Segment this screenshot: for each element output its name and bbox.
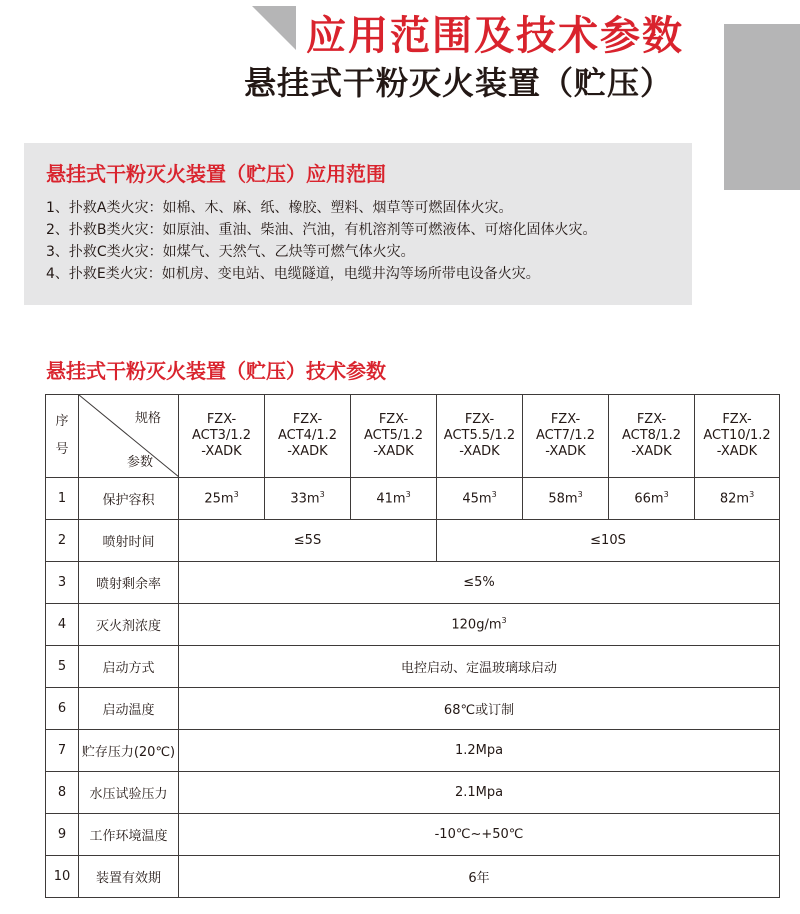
volume-cell: $25m^3$ [179, 478, 265, 520]
model-name: FZX-ACT7/1.2 [535, 412, 595, 443]
table-row [46, 730, 780, 772]
model-header-cell [437, 395, 523, 478]
spray-time-short: ≤5S [179, 520, 437, 562]
scope-item: 1、扑救A类火灾：如棉、木、麻、纸、橡胶、塑料、烟草等可燃固体火灾。 [46, 200, 513, 216]
scope-item: 2、扑救B类火灾：如原油、重油、柴油、汽油，有机溶剂等可燃液体、可熔化固体火灾。 [46, 222, 597, 238]
row-label: 水压试验压力 [79, 772, 179, 814]
volume-cell: $58m^3$ [523, 478, 609, 520]
spec-table [45, 394, 780, 898]
row-label: 启动方式 [79, 646, 179, 688]
params-heading: 悬挂式干粉灭火装置（贮压）技术参数 [46, 359, 386, 383]
row-seq: 5 [46, 646, 79, 688]
model-name: FZX-ACT10/1.2 [703, 412, 771, 443]
scope-list [46, 197, 597, 285]
row-label: 保护容积 [79, 478, 179, 520]
application-scope-panel [24, 143, 692, 305]
model-suffix: -XADK [373, 444, 414, 459]
row-seq: 1 [46, 478, 79, 520]
row-value: 68℃或订制 [179, 688, 780, 730]
spray-time-long: ≤10S [437, 520, 780, 562]
scope-item: 3、扑救C类火灾：如煤气、天然气、乙炔等可燃气体火灾。 [46, 244, 415, 260]
table-row [46, 478, 780, 520]
model-suffix: -XADK [716, 444, 758, 459]
table-header-row [46, 395, 780, 478]
row-seq: 2 [46, 520, 79, 562]
table-row [46, 688, 780, 730]
row-value: 6年 [179, 856, 780, 898]
model-header-cell [265, 395, 351, 478]
table-row [46, 814, 780, 856]
row-value: -10℃~+50℃ [179, 814, 780, 856]
row-value: ≤5% [179, 562, 780, 604]
model-suffix: -XADK [287, 444, 328, 459]
table-row [46, 646, 780, 688]
diagonal-header-cell [79, 395, 179, 478]
row-seq: 7 [46, 730, 79, 772]
model-name: FZX-ACT8/1.2 [621, 412, 681, 443]
table-row [46, 604, 780, 646]
corner-triangle-decoration [252, 6, 296, 50]
scope-item: 4、扑救E类火灾：如机房、变电站、电缆隧道，电缆井沟等场所带电设备火灾。 [46, 266, 540, 282]
row-value: 2.1Mpa [179, 772, 780, 814]
row-value: $120g/m^3$ [179, 604, 780, 646]
row-seq: 9 [46, 814, 79, 856]
volume-cell: $41m^3$ [351, 478, 437, 520]
row-seq: 4 [46, 604, 79, 646]
model-name: FZX-ACT4/1.2 [277, 412, 337, 443]
volume-cell: $45m^3$ [437, 478, 523, 520]
model-header-cell [523, 395, 609, 478]
row-seq: 3 [46, 562, 79, 604]
row-label: 工作环境温度 [79, 814, 179, 856]
model-header-cell [695, 395, 780, 478]
volume-cell: $33m^3$ [265, 478, 351, 520]
row-value: 1.2Mpa [179, 730, 780, 772]
row-label: 贮存压力(20℃) [79, 730, 179, 772]
model-suffix: -XADK [631, 444, 672, 459]
model-suffix: -XADK [459, 444, 500, 459]
table-row [46, 520, 780, 562]
model-header-cell [351, 395, 437, 478]
model-name: FZX-ACT5.5/1.2 [443, 412, 516, 443]
model-name: FZX-ACT3/1.2 [191, 412, 251, 443]
model-suffix: -XADK [545, 444, 586, 459]
model-header-cell [179, 395, 265, 478]
volume-cell: $82m^3$ [695, 478, 780, 520]
table-row [46, 856, 780, 898]
volume-cell: $66m^3$ [609, 478, 695, 520]
seq-header-bottom: 号 [55, 442, 69, 457]
row-seq: 6 [46, 688, 79, 730]
model-suffix: -XADK [201, 444, 242, 459]
model-header-cell [609, 395, 695, 478]
row-label: 装置有效期 [79, 856, 179, 898]
spec-header-label: 规格 [135, 411, 162, 426]
seq-header-cell [46, 395, 79, 478]
row-seq: 10 [46, 856, 79, 898]
table-row [46, 562, 780, 604]
model-name: FZX-ACT5/1.2 [363, 412, 423, 443]
page-subtitle: 悬挂式干粉灭火装置（贮压） [244, 64, 674, 102]
scope-heading: 悬挂式干粉灭火装置（贮压）应用范围 [46, 162, 386, 186]
row-label: 启动温度 [79, 688, 179, 730]
param-header-label: 参数 [127, 455, 154, 470]
row-label: 喷射时间 [79, 520, 179, 562]
table-row [46, 772, 780, 814]
row-seq: 8 [46, 772, 79, 814]
side-tab-decoration [724, 24, 800, 190]
seq-header-top: 序 [55, 414, 69, 429]
row-label: 喷射剩余率 [79, 562, 179, 604]
row-value: 电控启动、定温玻璃球启动 [179, 646, 780, 688]
row-label: 灭火剂浓度 [79, 604, 179, 646]
page-title: 应用范围及技术参数 [306, 13, 684, 59]
